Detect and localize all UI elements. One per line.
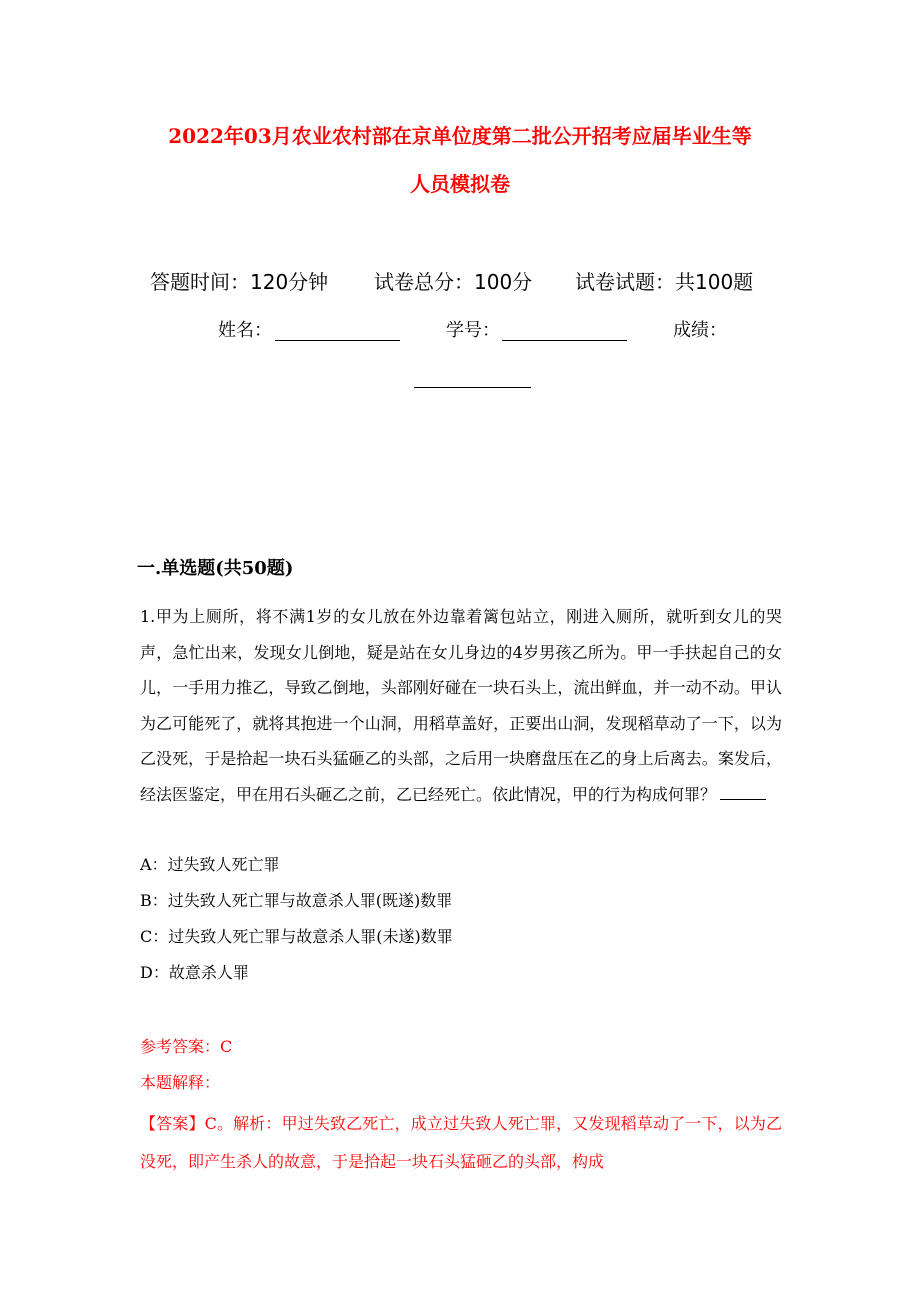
name-blank[interactable] [275,340,400,341]
score-label: 成绩： [673,320,727,341]
exam-question-count: 试卷试题：共100题 [575,270,754,294]
option-c[interactable]: C：过失致人死亡罪与故意杀人罪(未遂)数罪 [140,927,453,946]
option-a[interactable]: A：过失致人死亡罪 [140,855,280,874]
exam-time: 答题时间：120分钟 [150,270,329,294]
option-d[interactable]: D：故意杀人罪 [140,963,249,982]
reference-answer: 参考答案：C [140,1037,233,1056]
question-text: 1.甲为上厕所，将不满1岁的女儿放在外边靠着篱包站立，刚进入厕所，就听到女儿的哭声，急忙出来，发现女儿倒地，疑是站在女儿身边的4岁男孩乙所为。甲一手扶起自己的女儿，一手用力推乙，导致乙倒地，头部刚好碰在一块石头上，流出鲜血，并一动不动。甲认为乙可能死了，就将其抱进一个山洞，用稻草盖好，正要出山洞，发现稻草动了一下，以为乙没死，于是拾起一块石头猛砸乙的头部，之后用一块磨盘压在乙的身上后离去。案发后，经法医鉴定，甲在用石头砸乙之前，乙已经死亡。依此情况，甲的行为构成何罪？ [140,607,782,804]
explanation-text: 【答案】C。解析：甲过失致乙死亡，成立过失致人死亡罪，又发现稻草动了一下，以为乙没死，即产生杀人的故意，于是拾起一块石头猛砸乙的头部，构成 [140,1114,782,1171]
exam-total-score: 试卷总分：100分 [374,270,533,294]
option-b[interactable]: B：过失致人死亡罪与故意杀人罪(既遂)数罪 [140,891,453,910]
score-blank[interactable] [414,387,531,388]
explanation-label: 本题解释： [140,1073,221,1092]
question-1 [140,599,782,812]
name-label: 姓名： [218,320,272,341]
document-title-line-2: 人员模拟卷 [410,172,510,196]
answer-blank[interactable] [720,783,766,800]
student-id-blank[interactable] [502,340,627,341]
document-title-line-1: 2022年03月农业农村部在京单位度第二批公开招考应届毕业生等 [168,124,752,148]
section-heading: 一.单选题(共50题) [137,558,294,579]
student-id-label: 学号： [446,320,500,341]
